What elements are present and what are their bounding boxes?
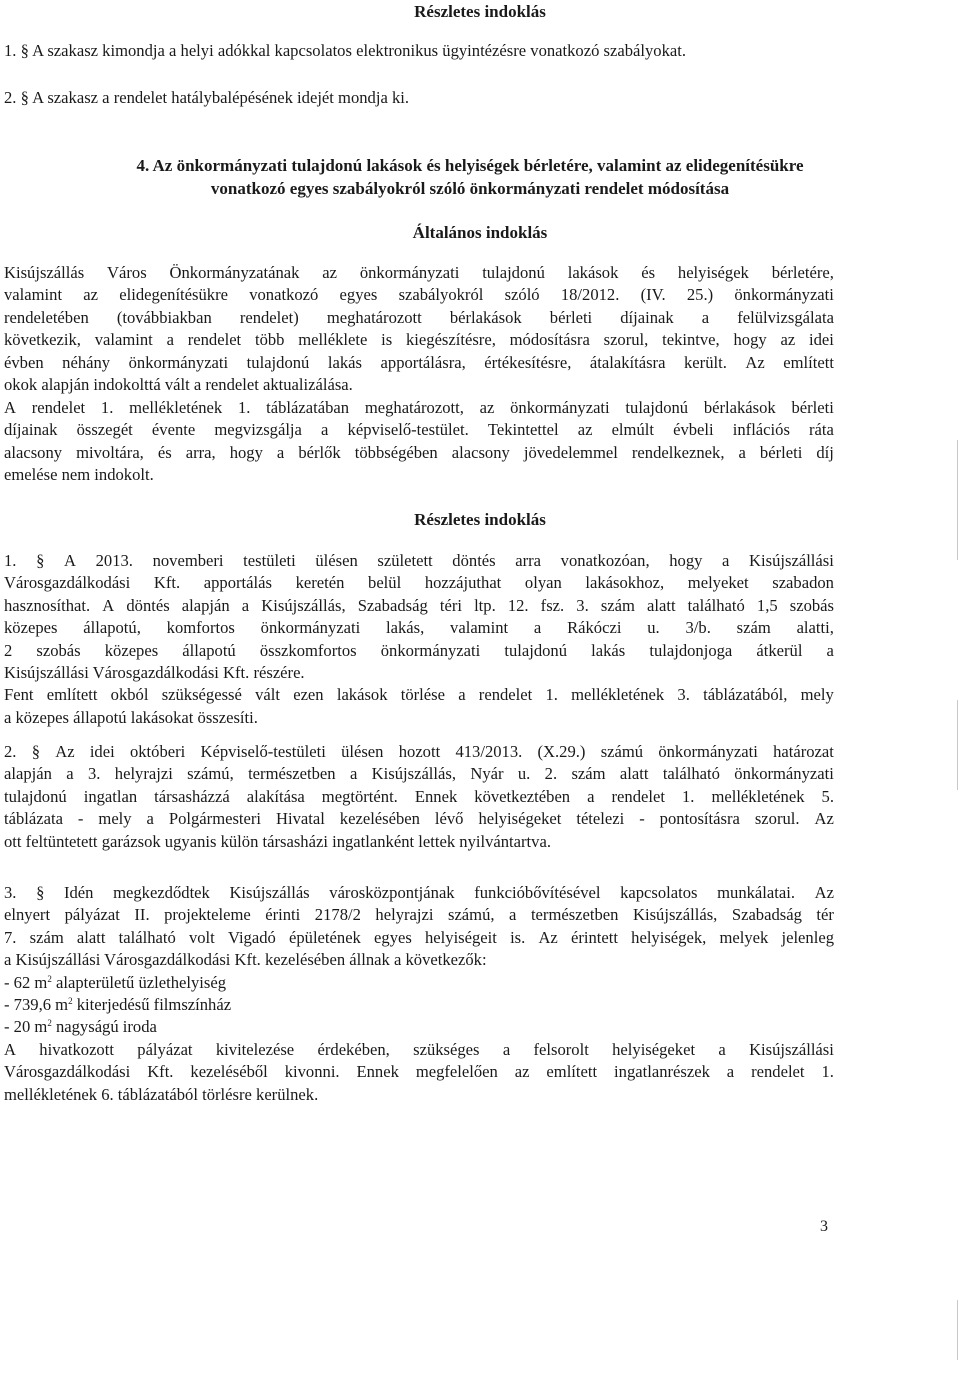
text-line: mellékletének 6. táblázatából törlésre kerülnek.: [4, 1084, 319, 1104]
detailed-justification-heading-top: Részletes indoklás: [414, 2, 546, 21]
item-text: § A szakasz kimondja a helyi adókkal kapcsolatos elektronikus ügyintézésre vonatkozó szabályokat.: [20, 41, 687, 60]
text-line: 2 szobás közepes állapotú összkomfortos önkormányzati tulajdonú lakás tulajdonjoga átkerül a: [4, 640, 834, 660]
item-number: 1.: [4, 41, 17, 60]
text-line: alapján a 3. helyrajzi számú, természetben a Kisújszállás, Nyár u. 2. szám alatt található önkormányzati: [4, 764, 834, 784]
list-item: - 62 $m^2$ alapterületű üzlethelyiség: [4, 972, 226, 992]
text-line: rendeletében (továbbiakban rendelet) meghatározott bérlakások bérleti díjainak a felülvizsgálata: [4, 307, 834, 327]
list-item: - 20 $m^2$ nagyságú iroda: [4, 1017, 157, 1037]
scan-edge-mark: [957, 440, 958, 560]
text-line: Kisújszállási Városgazdálkodási Kft. részére.: [4, 663, 305, 683]
text-line: táblázata - mely a Polgármesteri Hivatal kezelésében lévő helyiségeket tételezi - pontosításra szorul. Az: [4, 809, 834, 829]
list-item: - 739,6 $m^2$ kiterjedésű filmszínház: [4, 995, 232, 1015]
detail-paragraph-3: [4, 882, 834, 1106]
text-line: évben néhány önkormányzati tulajdonú lakás apportálásra, értékesítésre, átalakításra került. Az említett: [4, 352, 834, 372]
item-2: [4, 87, 834, 109]
detailed-justification-heading: Részletes indoklás: [414, 510, 546, 529]
text-line: emelése nem indokolt.: [4, 465, 154, 485]
text-line: tulajdonú ingatlan társasházzá alakítása megtörtént. Ennek következtében a rendelet 1. mellékletének 5.: [4, 786, 834, 806]
text-line: díjainak összegét évente megvizsgálja a képviselő-testület. Tekintettel az elmúlt évbeli inflációs ráta: [4, 420, 834, 440]
text-line: hasznosíthat. A döntés alapján a Kisújszállás, Szabadság téri ltp. 12. fsz. 3. szám alatt található 1,5 szobás: [4, 595, 834, 615]
detail-paragraph-2: [4, 741, 834, 853]
scan-edge-mark: [957, 1300, 958, 1360]
text-line: Fent említett okból szükségessé vált ezen lakások törlése a rendelet 1. mellékletének 3. táblázatából, mely: [4, 685, 834, 705]
scan-edge-mark: [957, 700, 958, 790]
text-line: 2. § Az idei októberi Képviselő-testületi ülésen hozott 413/2013. (X.29.) számú önkormányzati határozat: [4, 742, 834, 761]
general-justification-heading: Általános indoklás: [412, 223, 548, 242]
general-paragraph-2: [4, 397, 834, 487]
text-line: 3. § Idén megkezdődtek Kisújszállás városközpontjának funkcióbővítésével kapcsolatos munkálatai. Az: [4, 883, 834, 902]
item-number: 2.: [4, 88, 17, 108]
section-4-title-line-1: 4. Az önkormányzati tulajdonú lakások és helyiségek bérletére, valamint az elidegenítésükre: [136, 156, 804, 175]
text-line: következik, valamint a rendelet több melléklete is kiegészítésre, módosításra szorul, tekintve, hogy az idei: [4, 330, 834, 350]
section-4-title-line-2: vonatkozó egyes szabályokról szóló önkormányzati rendelet módosítása: [210, 179, 730, 198]
text-line: Városgazdálkodási Kft. apportálás keretén belül hozzájuthat olyan lakásokhoz, melyeket szabadon: [4, 573, 834, 593]
text-line: alacsony mivoltára, és arra, hogy a bérlők többségében alacsony jövedelemmel rendelkeznek, a bérleti díj: [4, 442, 834, 462]
text-line: 7. szám alatt található volt Vigadó épületének egyes helyiségeit is. Az érintett helyiségek, melyek jelenleg: [4, 927, 834, 947]
text-line: elnyert pályázat II. projekteleme érinti 2178/2 helyrajzi számú, a természetben Kisújszállás, Szabadság tér: [4, 905, 834, 925]
detail-paragraph-1: [4, 550, 834, 729]
general-paragraph-1: [4, 262, 834, 396]
section-4-title: [40, 154, 900, 200]
text-line: közepes állapotú, komfortos önkormányzati lakás, valamint a Rákóczi u. 3/b. szám alatti,: [4, 618, 834, 638]
text-line: Kisújszállás Város Önkormányzatának az önkormányzati tulajdonú lakások és helyiségek bérletére,: [4, 263, 834, 282]
text-line: A rendelet 1. mellékletének 1. táblázatában meghatározott, az önkormányzati tulajdonú bérlakások bérleti: [4, 398, 834, 417]
text-line: a Kisújszállási Városgazdálkodási Kft. kezelésében állnak a következők:: [4, 950, 487, 970]
text-line: 1. § A 2013. novemberi testületi ülésen született döntés arra vonatkozóan, hogy a Kisújszállási: [4, 551, 834, 570]
page-number: 3: [820, 1218, 828, 1235]
text-line: A hivatkozott pályázat kivitelezése érdekében, szükséges a felsorolt helyiségeket a Kisújszállási: [4, 1039, 834, 1059]
top-items: [4, 40, 834, 110]
text-line: a közepes állapotú lakásokat összesíti.: [4, 707, 258, 727]
text-line: Városgazdálkodási Kft. kezeléséből kivonni. Ennek megfelelően az említett ingatlanrészek a rendelet 1.: [4, 1062, 834, 1082]
item-1: [4, 40, 834, 62]
text-line: ott feltüntetett garázsok ugyanis külön társasházi ingatlanként lettek nyilvántartva.: [4, 831, 551, 851]
text-line: valamint az elidegenítésükre vonatkozó egyes szabályokról szóló 18/2012. (IV. 25.) önkormányzati: [4, 285, 834, 305]
item-text: § A szakasz a rendelet hatálybalépésének idejét mondja ki.: [20, 88, 410, 108]
text-line: okok alapján indokolttá vált a rendelet aktualizálása.: [4, 375, 353, 395]
